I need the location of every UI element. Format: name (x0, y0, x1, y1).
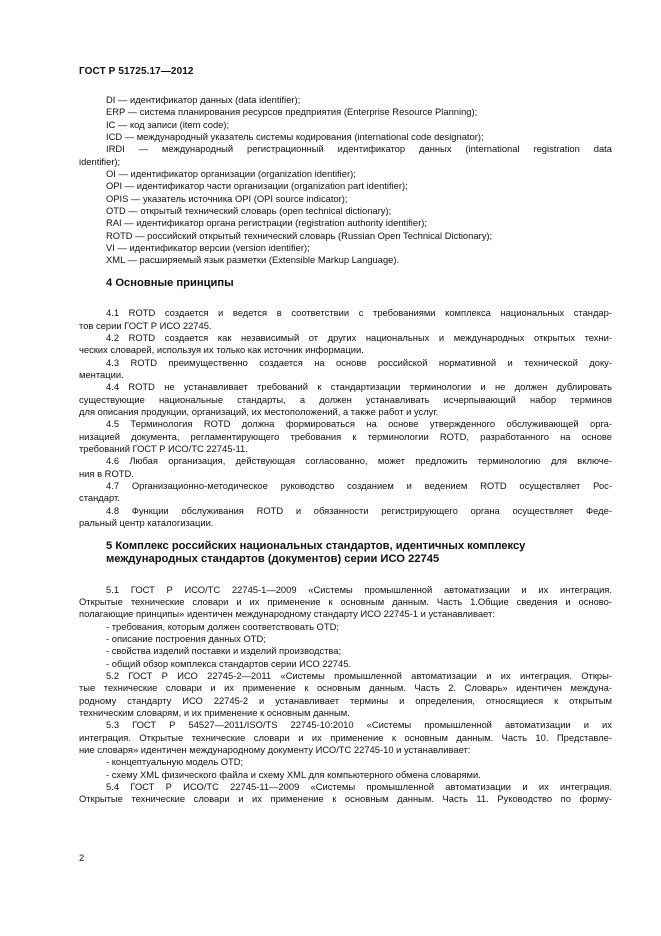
abbreviation-item: ICD — международный указатель системы кодирования (international code designator); (106, 131, 484, 143)
list-item: - свойства изделий поставки и изделий производства; (106, 645, 342, 657)
paragraph-line: полагающие принципы» идентичен международному стандарту ИСО 22745-1 и устанавливает: (79, 608, 495, 620)
paragraph-line: ния в ROTD. (79, 467, 134, 479)
paragraph-line: 4.7 Организационно-методическое руководство созданием и ведением ROTD осуществляет Рос- (106, 480, 612, 492)
paragraph-line: 5.3 ГОСТ Р 54527—2011/ISO/TS 22745-10:2010 «Системы промышленной автоматизации и их (106, 719, 612, 731)
abbreviation-item: OPIS — указатель источника OPI (OPI source indicator); (106, 192, 348, 204)
paragraph-line: тов серии ГОСТ Р ИСО 22745. (79, 319, 212, 331)
paragraph-line: 4.8 Функции обслуживания ROTD и обязанности регистрирующего органа осуществляет Феде- (106, 504, 612, 516)
paragraph-line: 4.5 Терминология ROTD должна формироваться на основе утвержденного обслуживающей орга- (106, 418, 612, 430)
paragraph-line: 5.4 ГОСТ Р ИСО/ТС 22745-11—2009 «Системы промышленной автоматизации и их интеграция. (106, 781, 612, 792)
paragraph-line: низацией документа, регламентирующего требования к терминологии ROTD, разработанного на основе (79, 430, 612, 442)
section-5-body (79, 584, 612, 806)
paragraph-line: стандарт. (79, 492, 120, 504)
page-content (79, 94, 612, 806)
paragraph-line: ческих словарей, используя их только как источник информации. (79, 344, 364, 356)
abbreviation-item: DI — идентификатор данных (data identifier); (106, 94, 301, 105)
section-4-body (79, 307, 612, 529)
section-5-heading-line-2: международных стандартов (документов) серии ИСО 22745 (106, 553, 440, 565)
list-item: - общий обзор комплекса стандартов серии ИСО 22745. (106, 657, 352, 669)
paragraph-line: 4.2 ROTD создается как независимый от других национальных и международных открытых техни- (106, 332, 612, 343)
list-item: - описание построения данных OTD; (106, 632, 266, 644)
section-4-heading: 4 Основные принципы (106, 276, 234, 289)
abbreviation-item: ROTD — российский открытый технический словарь (Russian Open Technical Dictionary); (106, 229, 493, 241)
paragraph-line: родному стандарту ИСО 22745-2 и устанавливает термины и определения, относящиеся к открытым (79, 694, 612, 706)
paragraph-line: интеграция. Открытые технические словари и их применение к основным данным. Часть 10. Представле- (79, 731, 612, 743)
page-header: ГОСТ Р 51725.17—2012 (79, 66, 194, 77)
page-number: 2 (79, 853, 85, 864)
abbreviation-item: OTD — открытый технический словарь (open technical dictionary); (106, 205, 392, 217)
paragraph-line: 5.2 ГОСТ Р ИСО 22745-2—2011 «Системы промышленной автоматизации и их интеграция. Откры- (106, 669, 612, 681)
abbreviation-item: IRDI — международный регистрационный идентификатор данных (international registration data (106, 143, 612, 155)
section-5-heading-line-1: 5 Комплекс российских национальных стандартов, идентичных комплексу (106, 539, 526, 552)
paragraph-line: 4.3 ROTD преимущественно создается на основе российской нормативной и технической доку- (106, 356, 612, 368)
list-item: - схему XML физического файла и схему XML для компьютерного обмена словарями. (106, 768, 481, 780)
paragraph-line: 4.1 ROTD создается и ведется в соответствии с требованиями комплекса национальных стандар- (106, 307, 612, 319)
paragraph-line: ние словаря» идентичен международному документу ИСО/ТС 22745-10 и устанавливает: (79, 743, 471, 755)
paragraph-line: для описания продукции, организаций, их местоположений, а также работ и услуг. (79, 406, 439, 418)
abbreviation-item: IC — код записи (item code); (106, 118, 230, 130)
paragraph-line: ральный центр каталогизации. (79, 517, 214, 529)
abbreviation-item: RAI — идентификатор органа регистрации (registration authority identifier); (106, 217, 427, 229)
paragraph-line: техническим словарям, и их применение к основным данным. (79, 706, 350, 718)
paragraph-line: Открытые технические словари и их применение к основным данным. Часть 1.Общие сведения и осново- (79, 595, 612, 607)
paragraph-line: ментации. (79, 369, 124, 381)
paragraph-line: существующие национальные стандарты, а должен устанавливать исчерпывающий набор терминов (79, 393, 612, 405)
abbreviation-item: XML — расширяемый язык разметки (Extensible Markup Language). (106, 254, 400, 266)
abbreviation-item: VI — идентификатор версии (version identifier); (106, 242, 310, 254)
paragraph-line: 5.1 ГОСТ Р ИСО/ТС 22745-1—2009 «Системы промышленной автоматизации и их интеграция. (106, 583, 612, 595)
paragraph-line: 4.4 ROTD не устанавливает требований к стандартизации терминологии и не должен дублировать (106, 381, 612, 393)
abbreviation-item-continuation: identifier); (79, 155, 121, 167)
paragraph-line: 4.6 Любая организация, действующая согласованно, может предложить терминологию для включе- (106, 455, 612, 467)
list-item: - требования, которым должен соответствовать OTD; (106, 620, 339, 632)
abbreviation-item: OPI — идентификатор части организации (organization part identifier); (106, 180, 408, 192)
abbreviation-item: OI — идентификатор организации (organization identifier); (106, 168, 356, 180)
abbreviations-list (79, 94, 612, 267)
abbreviation-item: ERP — система планирования ресурсов предприятия (Enterprise Resource Planning); (106, 106, 478, 118)
paragraph-line: тые технические словари и их применение к основным данным. Часть 2. Словарь» идентичен междуна- (79, 682, 612, 694)
paragraph-line: Открытые технические словари и их применение к основным данным. Часть 11. Руководство по форму- (79, 793, 612, 805)
paragraph-line: требований ГОСТ Р ИСО/ТС 22745-11. (79, 443, 248, 455)
list-item: - концептуальную модель OTD; (106, 756, 244, 768)
